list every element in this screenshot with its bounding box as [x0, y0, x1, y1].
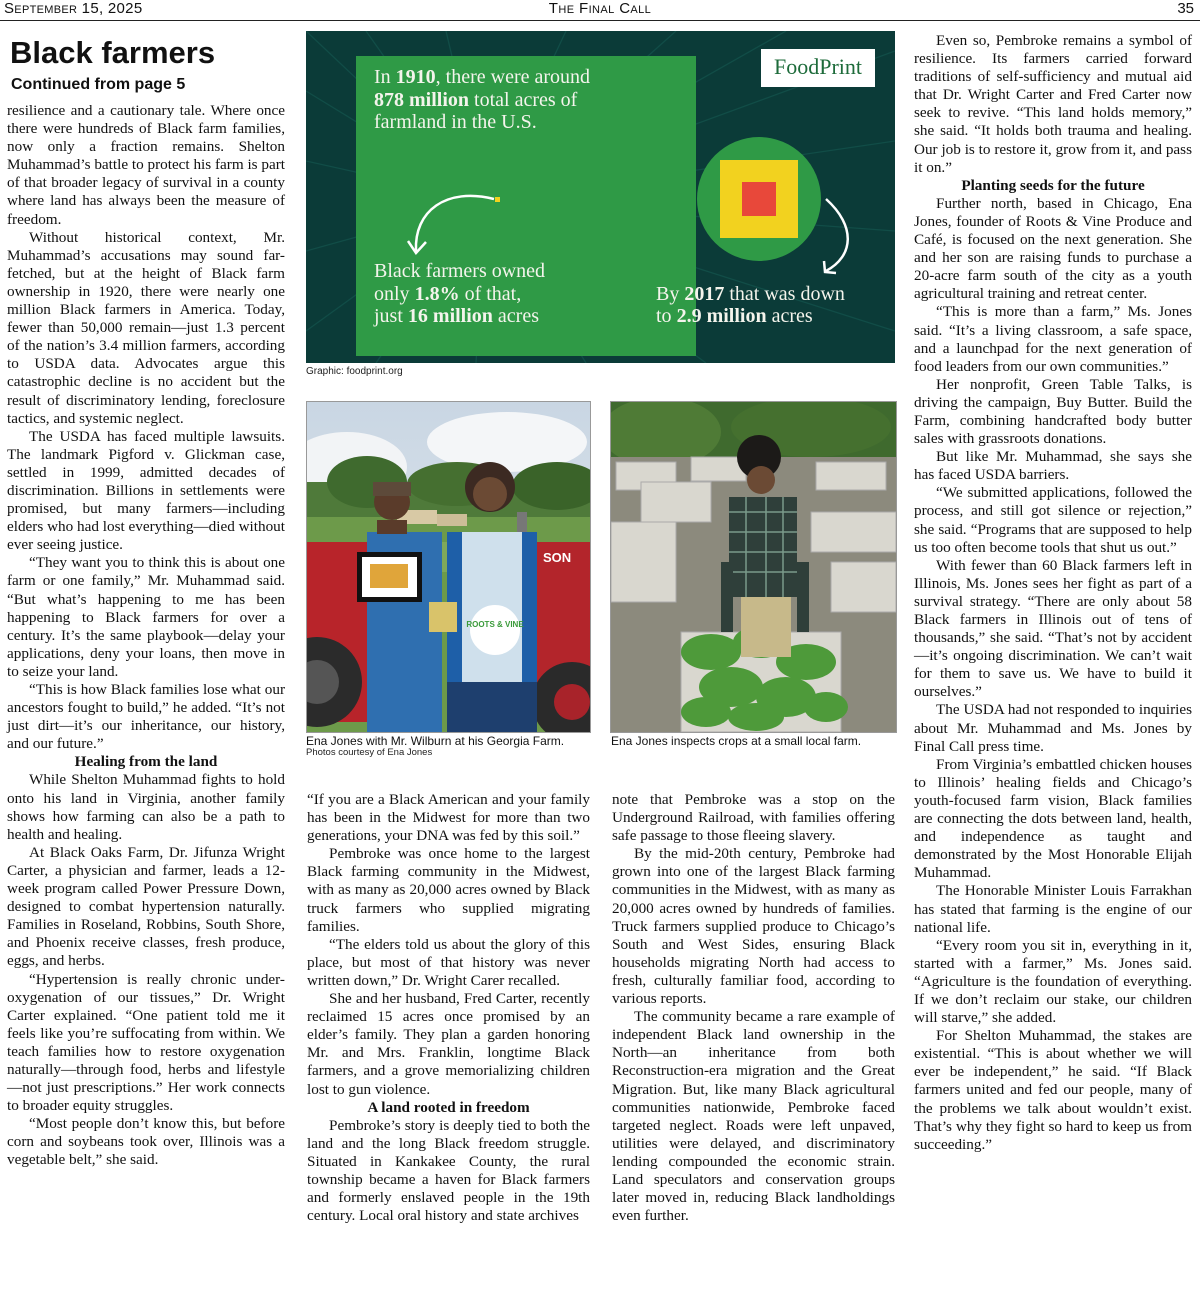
stat-black-line2: only 1.8% of that,: [374, 283, 522, 305]
photo-illustration: [307, 402, 590, 732]
paragraph: The community became a rare example of independent Black land ownership in the North—an inheritance from both Reconstruction-era migration and the Great Migration. But, like many Black agricultural communities nationwide, Pembroke faced targeted neglect. Roads were left unpaved, utilities were delayed, and discriminatory lending compounded the economic strain. Land speculators and conservation groups later moved in, reducing Black landholdings even further.: [612, 1008, 895, 1225]
paragraph: With fewer than 60 Black farmers left in Illinois, Ms. Jones sees her fight as part of a survival strategy. “There are only about 58 Black farmers in Illinois out of tens of thousands,” she said. “That’s not by accident—it’s ongoing discrimination. We can’t wait for them to save us. We have to build it ourselves.”: [914, 556, 1192, 701]
article-column-1: [7, 34, 285, 1170]
graphic-credit: Graphic: foodprint.org: [306, 366, 403, 377]
paragraph: “The elders told us about the glory of this place, but most of that history was never written down,” Dr. Wright Carer recalled.: [307, 935, 590, 989]
paragraph: “They want you to think this is about one farm or one family,” Mr. Muhammad said. “But what’s happening to me has been happening to Black farmers for over a century. It’s the same playbook—delay your applications, deny your loans, then move in to seize your land.: [7, 554, 285, 680]
photo-illustration: [611, 402, 896, 732]
stat-1910-line1: In 1910, there were around: [374, 66, 591, 88]
page-header: [0, 0, 1200, 21]
page-number: 35: [1177, 0, 1194, 17]
photo-ena-jones-crops: [610, 401, 897, 733]
stat-2017-line1: By 2017 that was down: [656, 283, 845, 305]
paragraph: Pembroke was once home to the largest Black farming community in the Midwest, with as many as 20,000 acres owned by Black truck farmers who supplied migrating families.: [307, 845, 590, 935]
stat-1910-line3: farmland in the U.S.: [374, 111, 537, 133]
article-column-3: [612, 791, 895, 1225]
issue-date: September 15, 2025: [4, 0, 143, 17]
infographic-svg: [306, 31, 895, 363]
paragraph: Even so, Pembroke remains a symbol of resilience. Its farmers carried forward traditions of self-sufficiency and mutual aid that Dr. Wright Carter and Fred Carter now seek to revive. “This land holds memory,” she said. “It holds both trauma and healing. Our job is to restore it, grow from it, and pass it on.”: [914, 32, 1192, 176]
paragraph: Pembroke’s story is deeply tied to both the land and the long Black freedom struggle. Situated in Kankakee County, the rural township became a haven for Black farmers and formerly enslaved people in the 19th century. Local oral history and state archives: [307, 1116, 590, 1225]
photo-left-caption: Ena Jones with Mr. Wilburn at his Georgia Farm.: [306, 734, 565, 748]
acres-2017-red-box: [742, 182, 776, 216]
photo-right-caption: Ena Jones inspects crops at a small local farm.: [611, 734, 862, 748]
paragraph: The USDA has faced multiple lawsuits. The landmark Pigford v. Glickman case, settled in 1999, admitted decades of discrimination. Billions in settlements were promised, but many farmers—including elders who had lost everything—died without ever seeing justice.: [7, 427, 285, 554]
paragraph: The USDA had not responded to inquiries about Mr. Muhammad and Ms. Jones by Final Call press time.: [914, 701, 1192, 755]
subhead-healing: Healing from the land: [74, 753, 218, 771]
paragraph: “If you are a Black American and your family has been in the Midwest for more than two generations, your DNA was fed by this soil.”: [307, 791, 590, 845]
paragraph: note that Pembroke was a stop on the Underground Railroad, with families offering safe passage to those fleeing slavery.: [612, 791, 895, 845]
paragraph: For Shelton Muhammad, the stakes are existential. “This is about whether we will ever be independent,” he said. “If Black farmers united and fed our people, many of the problems we talk about wouldn’t exist. That’s why they fight so hard to keep us from succeeding.”: [914, 1027, 1192, 1153]
publication-name: The Final Call: [548, 0, 652, 17]
article-headline: Black farmers: [10, 35, 216, 70]
farmland-infographic: [306, 31, 895, 363]
article-column-4: [914, 32, 1192, 1154]
paragraph: “We submitted applications, followed the process, and still got silence or rejection,” she said. “Programs that are supposed to help us too often become tools that shut us out.”: [914, 484, 1192, 556]
paragraph: “Hypertension is really chronic under-oxygenation of our tissues,” Dr. Wright Carter explained. “One patient told me it feels like you’re suffocating from within. We teach families how to restore oxygenation naturally—through food, herbs and lifestyle—not just prescriptions.” Her work connects to broader equity struggles.: [7, 970, 285, 1115]
paragraph: While Shelton Muhammad fights to hold onto his land in Virginia, another family shows how farming can also be a path to health and healing.: [7, 771, 285, 843]
photo-credit: Photos courtesy of Ena Jones: [306, 747, 433, 758]
foodprint-logo: FoodPrint: [773, 54, 863, 79]
subhead-planting-seeds: Planting seeds for the future: [961, 176, 1145, 194]
paragraph: By the mid-20th century, Pembroke had grown into one of the largest Black farming communities in the Midwest, with as many as 20,000 acres owned by hundreds of families. Truck farmers supplied produce to Chicago’s South and West Sides, ensuring Black households migrating North had access to fresh, culturally familiar food, according to various reports.: [612, 845, 895, 1008]
tractor-lettering: SON: [543, 550, 572, 565]
roots-vine-sign: ROOTS & VINE: [466, 620, 524, 629]
paragraph: At Black Oaks Farm, Dr. Jifunza Wright Carter, a physician and farmer, leads a 12-week program called Power Pressure Down, designed to combat hypertension naturally. Families in Roseland, Robbins, South Shore, and Phoenix receive classes, fresh produce, eggs, and herbs.: [7, 843, 285, 970]
black-owned-box: [495, 197, 500, 202]
stat-black-line3: just 16 million acres: [374, 305, 539, 327]
stat-black-line1: Black farmers owned: [374, 260, 546, 282]
stat-1910-line2: 878 million total acres of: [374, 89, 578, 111]
photo-ena-jones-mr-wilburn: [306, 401, 591, 733]
jump-line: Continued from page 5: [11, 76, 186, 93]
paragraph: “Most people don’t know this, but before corn and soybeans took over, Illinois was a vegetable belt,” she said.: [7, 1115, 285, 1169]
article-column-2: [307, 791, 590, 1225]
paragraph: resilience and a cautionary tale. Where once there were hundreds of Black farm families, now only a fraction remains. Shelton Muhammad’s battle to protect his farm is part of that broader legacy of survival in a county where land has always been the measure of freedom.: [7, 102, 285, 228]
paragraph: Without historical context, Mr. Muhammad’s accusations may sound far-fetched, but at the height of Black farm ownership in 1920, there were nearly one million Black farmers in America. Today, fewer than 50,000 remain—just 1.3 percent of the nation’s 3.4 million farmers, according to USDA data. Advocates argue this catastrophic decline is no accident but the result of discriminatory lending, foreclosure tactics, and systemic neglect.: [7, 228, 285, 427]
stat-2017-line2: to 2.9 million acres: [656, 305, 813, 327]
paragraph: “This is more than a farm,” Ms. Jones said. “It’s a living classroom, a safe space, and a launchpad for the next generation of food leaders from our own communities.”: [914, 303, 1192, 375]
paragraph: The Honorable Minister Louis Farrakhan has stated that farming is the engine of our national life.: [914, 882, 1192, 936]
paragraph: Further north, based in Chicago, Ena Jones, founder of Roots & Vine Produce and Café, is focused on the next generation. She and her son are raising funds to purchase a 20-acre farm south of the city as a youth agricultural training and retreat center.: [914, 194, 1192, 303]
paragraph: From Virginia’s embattled chicken houses to Illinois’ healing fields and Chicago’s youth-focused farm vision, Black families are connecting the dots between land, health, and independence as taught and demonstrated by the Most Honorable Elijah Muhammad.: [914, 755, 1192, 882]
paragraph: She and her husband, Fred Carter, recently reclaimed 15 acres once promised by an elder’s family. They plan a garden honoring Mr. and Mrs. Franklin, longtime Black farmers, and a grove memorializing children lost to gun violence.: [307, 990, 590, 1098]
paragraph: But like Mr. Muhammad, she says she has faced USDA barriers.: [914, 448, 1192, 484]
paragraph: Her nonprofit, Green Table Talks, is driving the campaign, Buy Butter. Build the Farm, combining handcrafted body butter sales with grassroots donations.: [914, 375, 1192, 448]
paragraph: “This is how Black families lose what our ancestors fought to build,” he added. “It’s not just dirt—it’s our inheritance, our history, and our future.”: [7, 681, 285, 753]
subhead-land-rooted: A land rooted in freedom: [367, 1098, 530, 1116]
paragraph: “Every room you sit in, everything in it, started with a farmer,” Ms. Jones said. “Agriculture is the foundation of everything. If we don’t reclaim our stake, our children will starve,” she added.: [914, 936, 1192, 1027]
